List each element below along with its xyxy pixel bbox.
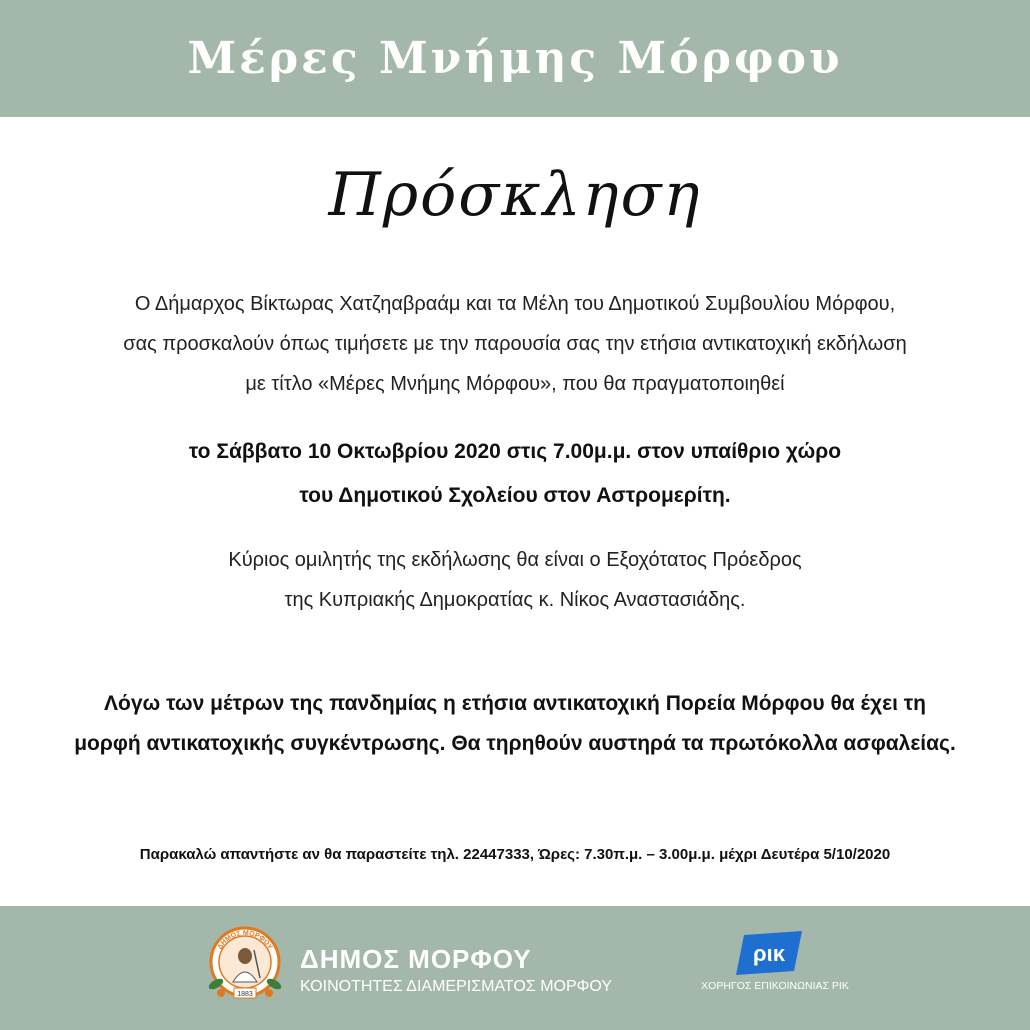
rik-logo-text: ρικ xyxy=(753,941,785,966)
municipality-subtitle: ΚΟΙΝΟΤΗΤΕΣ ΔΙΑΜΕΡΙΣΜΑΤΟΣ ΜΟΡΦΟΥ xyxy=(300,978,612,995)
event-title: Μέρες Μνήμης Μόρφου xyxy=(187,33,843,84)
sponsor-block xyxy=(700,925,850,1005)
intro-line: σας προσκαλούν όπως τιμήσετε με την παρουσία σας την ετήσια αντικατοχική εκδήλωση xyxy=(123,333,907,355)
date-line: το Σάββατο 10 Οκτωβρίου 2020 στις 7.00μ.μ. στον υπαίθριο χώρο xyxy=(188,440,842,463)
sponsor-caption: ΧΟΡΗΓΟΣ ΕΠΙΚΟΙΝΩΝΙΑΣ ΡΙΚ xyxy=(701,980,849,992)
date-line: του Δημοτικού Σχολείου στον Αστρομερίτη. xyxy=(299,484,731,507)
notice-line: μορφή αντικατοχικής συγκέντρωσης. Θα τηρηθούν αυστηρά τα πρωτόκολλα ασφαλείας. xyxy=(74,732,956,755)
seal-text: ΔΗΜΟΣ ΜΟΡΦΟΥ xyxy=(216,929,274,951)
header-band xyxy=(0,0,1030,117)
municipality-name: ΔΗΜΟΣ ΜΟΡΦΟΥ xyxy=(300,944,532,974)
rik-logo-icon xyxy=(734,931,804,975)
municipality-seal-icon xyxy=(204,922,286,1004)
notice-line: Λόγω των μέτρων της πανδημίας η ετήσια αντικατοχική Πορεία Μόρφου θα έχει τη xyxy=(104,692,926,715)
intro-paragraph xyxy=(0,284,1030,404)
municipality-block xyxy=(300,944,612,998)
event-date-paragraph xyxy=(0,430,1030,518)
speaker-line: Κύριος ομιλητής της εκδήλωσης θα είναι ο Εξοχότατος Πρόεδρος xyxy=(228,549,802,571)
rsvp-note xyxy=(0,840,1030,870)
invitation-title: Πρόσκληση xyxy=(328,160,702,230)
pandemic-notice xyxy=(0,684,1030,764)
seal-year: 1883 xyxy=(237,991,253,998)
intro-line: Ο Δήμαρχος Βίκτωρας Χατζηαβραάμ και τα Μέλη του Δημοτικού Συμβουλίου Μόρφου, xyxy=(134,293,896,315)
speaker-line: της Κυπριακής Δημοκρατίας κ. Νίκος Αναστασιάδης. xyxy=(284,589,746,611)
speaker-paragraph xyxy=(0,540,1030,620)
intro-line: με τίτλο «Μέρες Μνήμης Μόρφου», που θα πραγματοποιηθεί xyxy=(245,373,785,395)
rsvp-line: Παρακαλώ απαντήστε αν θα παραστείτε τηλ. 22447333, Ώρες: 7.30π.μ. – 3.00μ.μ. μέχρι Δευτέρα 5/10/2020 xyxy=(139,846,891,863)
